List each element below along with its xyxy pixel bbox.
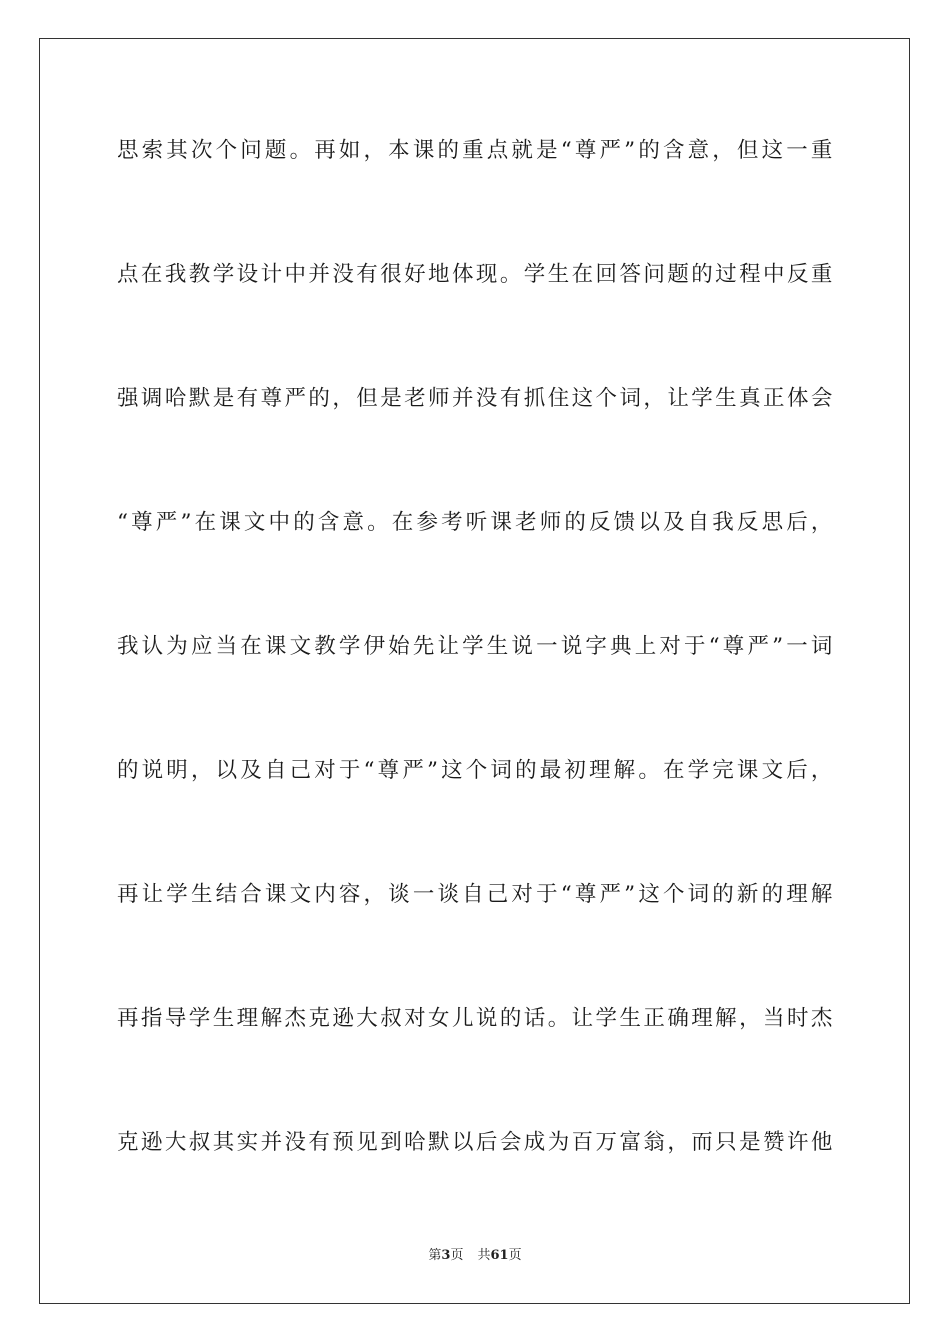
- total-prefix: 共: [477, 1248, 491, 1263]
- page-prefix: 第: [428, 1248, 442, 1263]
- total-pages-number: 61: [490, 1248, 509, 1263]
- text-line: 的说明，以及自己对于“尊严”这个词的最初理解。在学完课文后，: [117, 758, 833, 783]
- page-suffix: 页: [450, 1248, 464, 1263]
- page-footer: [0, 1247, 950, 1265]
- text-line: 点在我教学设计中并没有很好地体现。学生在回答问题的过程中反重: [117, 262, 833, 287]
- text-line: 我认为应当在课文教学伊始先让学生说一说字典上对于“尊严”一词: [117, 634, 833, 659]
- text-line: 再让学生结合课文内容，谈一谈自己对于“尊严”这个词的新的理解: [117, 882, 833, 907]
- text-line: “尊严”在课文中的含意。在参考听课老师的反馈以及自我反思后，: [117, 510, 833, 535]
- text-line: 克逊大叔其实并没有预见到哈默以后会成为百万富翁，而只是赞许他: [117, 1130, 833, 1155]
- text-line: 思索其次个问题。再如，本课的重点就是“尊严”的含意，但这一重: [117, 138, 833, 163]
- page-border: [39, 38, 910, 1304]
- total-suffix: 页: [508, 1248, 522, 1263]
- current-page-number: 3: [441, 1248, 451, 1263]
- text-line: 再指导学生理解杰克逊大叔对女儿说的话。让学生正确理解，当时杰: [117, 1006, 833, 1031]
- text-line: 强调哈默是有尊严的，但是老师并没有抓住这个词，让学生真正体会: [117, 386, 833, 411]
